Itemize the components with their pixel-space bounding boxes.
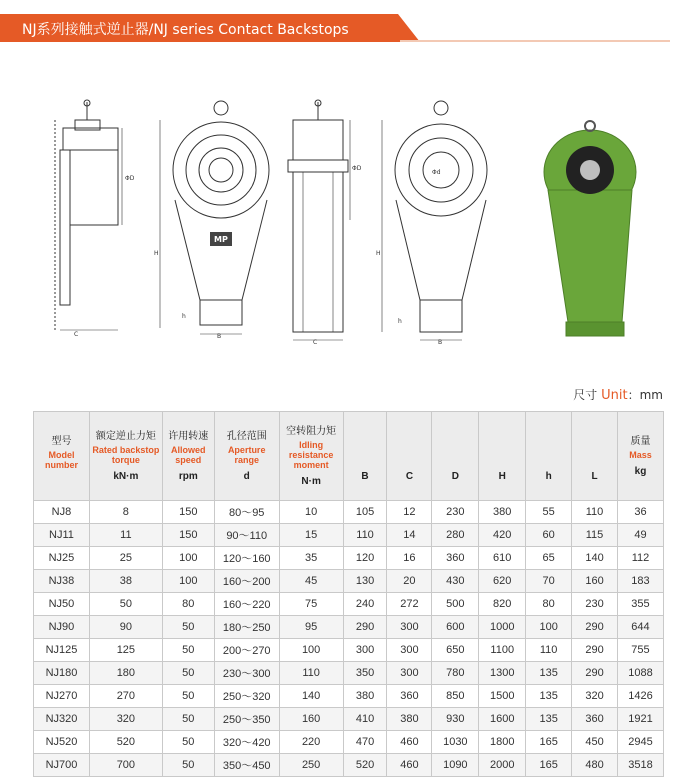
table-cell: 50: [162, 662, 214, 685]
product-illustration: [544, 121, 636, 336]
table-cell: 355: [617, 593, 663, 616]
drawing-front-view-2: [376, 101, 487, 346]
svg-text:B: B: [217, 333, 222, 340]
drawings-svg: [0, 90, 687, 360]
table-cell: 755: [617, 639, 663, 662]
table-cell: 65: [526, 547, 572, 570]
unit-note: [573, 386, 663, 403]
table-cell: 125: [89, 639, 162, 662]
table-cell: 300: [387, 662, 432, 685]
header-mass: 质量 Mass kg: [617, 412, 663, 501]
table-cell: NJ38: [34, 570, 90, 593]
svg-text:Φd: Φd: [432, 169, 441, 176]
table-row: [34, 639, 664, 662]
table-row: [34, 547, 664, 570]
table-cell: 1800: [479, 731, 526, 754]
table-cell: 1500: [479, 685, 526, 708]
table-cell: 140: [572, 547, 618, 570]
table-cell: 270: [89, 685, 162, 708]
table-cell: 300: [387, 639, 432, 662]
header-L: L: [572, 412, 618, 501]
table-cell: 55: [526, 501, 572, 524]
svg-text:h: h: [182, 313, 186, 320]
table-cell: 460: [387, 731, 432, 754]
table-cell: 230: [432, 501, 479, 524]
unit-separator: ：: [627, 388, 640, 402]
table-cell: 200～270: [214, 639, 279, 662]
table-cell: 100: [526, 616, 572, 639]
table-cell: 160: [572, 570, 618, 593]
table-row: [34, 685, 664, 708]
table-cell: 50: [162, 616, 214, 639]
table-cell: 280: [432, 524, 479, 547]
table-cell: 100: [279, 639, 343, 662]
table-cell: 320: [89, 708, 162, 731]
table-cell: NJ180: [34, 662, 90, 685]
table-cell: 15: [279, 524, 343, 547]
table-cell: 95: [279, 616, 343, 639]
table-row: [34, 616, 664, 639]
table-cell: 16: [387, 547, 432, 570]
drawing-front-view-1: [154, 101, 269, 340]
page-title: NJ系列接触式逆止器/NJ series Contact Backstops: [22, 22, 349, 38]
table-cell: 450: [572, 731, 618, 754]
table-cell: NJ25: [34, 547, 90, 570]
table-cell: 600: [432, 616, 479, 639]
header-aperture-range: 孔径范围 Aperture range d: [214, 412, 279, 501]
header-rated-torque: 额定逆止力矩 Rated backstop torque kN·m: [89, 412, 162, 501]
table-cell: 130: [343, 570, 387, 593]
table-cell: 80～95: [214, 501, 279, 524]
table-cell: 220: [279, 731, 343, 754]
table-cell: 80: [162, 593, 214, 616]
header-h: h: [526, 412, 572, 501]
technical-drawings: [0, 90, 687, 360]
table-cell: 14: [387, 524, 432, 547]
table-cell: 50: [89, 593, 162, 616]
table-cell: 80: [526, 593, 572, 616]
table-cell: 290: [343, 616, 387, 639]
header-idling-resistance: 空转阻力矩 Idling resistance moment N·m: [279, 412, 343, 501]
table-cell: NJ700: [34, 754, 90, 777]
svg-text:ΦD: ΦD: [125, 175, 135, 182]
table-cell: 180～250: [214, 616, 279, 639]
table-cell: 380: [343, 685, 387, 708]
header-H: H: [479, 412, 526, 501]
svg-text:C: C: [74, 331, 79, 338]
table-cell: 38: [89, 570, 162, 593]
header-D: D: [432, 412, 479, 501]
spec-table: [33, 411, 664, 777]
table-cell: 380: [479, 501, 526, 524]
table-cell: 50: [162, 731, 214, 754]
table-cell: 290: [572, 616, 618, 639]
table-cell: 420: [479, 524, 526, 547]
table-cell: 10: [279, 501, 343, 524]
table-cell: NJ270: [34, 685, 90, 708]
table-cell: 35: [279, 547, 343, 570]
header-rule: [400, 40, 670, 42]
table-cell: 165: [526, 731, 572, 754]
table-cell: 50: [162, 685, 214, 708]
table-cell: 165: [526, 754, 572, 777]
table-cell: 110: [526, 639, 572, 662]
table-cell: 350: [343, 662, 387, 685]
table-cell: 410: [343, 708, 387, 731]
table-row: [34, 731, 664, 754]
table-cell: 70: [526, 570, 572, 593]
header-C: C: [387, 412, 432, 501]
table-cell: 320～420: [214, 731, 279, 754]
table-cell: 430: [432, 570, 479, 593]
table-cell: 12: [387, 501, 432, 524]
table-cell: 112: [617, 547, 663, 570]
header-B: B: [343, 412, 387, 501]
table-cell: 90: [89, 616, 162, 639]
table-cell: NJ520: [34, 731, 90, 754]
table-cell: 644: [617, 616, 663, 639]
table-cell: 105: [343, 501, 387, 524]
table-row: [34, 570, 664, 593]
unit-label-cn: 尺寸: [573, 388, 598, 402]
table-cell: 150: [162, 524, 214, 547]
table-cell: 520: [89, 731, 162, 754]
table-row: [34, 708, 664, 731]
table-cell: NJ90: [34, 616, 90, 639]
table-cell: 360: [572, 708, 618, 731]
table-cell: 1088: [617, 662, 663, 685]
table-cell: 250～350: [214, 708, 279, 731]
table-cell: 135: [526, 685, 572, 708]
table-header-row: [34, 412, 664, 501]
table-cell: 780: [432, 662, 479, 685]
table-cell: 1300: [479, 662, 526, 685]
table-cell: 850: [432, 685, 479, 708]
table-cell: 90～110: [214, 524, 279, 547]
table-cell: 160～220: [214, 593, 279, 616]
table-cell: 2000: [479, 754, 526, 777]
table-cell: 60: [526, 524, 572, 547]
table-cell: 50: [162, 708, 214, 731]
svg-text:H: H: [376, 250, 381, 257]
table-cell: 20: [387, 570, 432, 593]
svg-text:h: h: [398, 318, 402, 325]
table-row: [34, 524, 664, 547]
svg-text:H: H: [154, 250, 159, 257]
table-cell: 480: [572, 754, 618, 777]
table-cell: 115: [572, 524, 618, 547]
table-cell: 140: [279, 685, 343, 708]
table-cell: 150: [162, 501, 214, 524]
table-cell: 50: [162, 754, 214, 777]
table-cell: 230～300: [214, 662, 279, 685]
drawing-side-view-1: [55, 100, 135, 338]
svg-text:B: B: [438, 339, 443, 346]
table-cell: 290: [572, 662, 618, 685]
unit-value: mm: [639, 388, 663, 402]
table-cell: NJ125: [34, 639, 90, 662]
table-cell: 120～160: [214, 547, 279, 570]
table-cell: 110: [279, 662, 343, 685]
unit-label-en: Unit: [601, 388, 628, 403]
table-cell: 1090: [432, 754, 479, 777]
table-row: [34, 593, 664, 616]
drawing-side-view-2: [288, 100, 362, 346]
table-cell: 500: [432, 593, 479, 616]
table-cell: NJ8: [34, 501, 90, 524]
table-cell: 49: [617, 524, 663, 547]
table-cell: 930: [432, 708, 479, 731]
svg-text:MP: MP: [214, 235, 228, 244]
table-cell: 1600: [479, 708, 526, 731]
table-cell: 1921: [617, 708, 663, 731]
table-cell: 2945: [617, 731, 663, 754]
table-cell: 240: [343, 593, 387, 616]
table-cell: 650: [432, 639, 479, 662]
table-cell: 100: [162, 570, 214, 593]
table-cell: 300: [343, 639, 387, 662]
header-model: 型号 Model number: [34, 412, 90, 501]
table-cell: 11: [89, 524, 162, 547]
table-cell: 160～200: [214, 570, 279, 593]
table-cell: 1030: [432, 731, 479, 754]
table-cell: 620: [479, 570, 526, 593]
table-cell: 820: [479, 593, 526, 616]
table-cell: 460: [387, 754, 432, 777]
table-cell: 135: [526, 708, 572, 731]
table-cell: 360: [387, 685, 432, 708]
table-cell: 250: [279, 754, 343, 777]
table-row: [34, 754, 664, 777]
table-cell: 1426: [617, 685, 663, 708]
table-cell: 180: [89, 662, 162, 685]
table-cell: 1000: [479, 616, 526, 639]
table-cell: 610: [479, 547, 526, 570]
table-body: [34, 501, 664, 777]
table-cell: 3518: [617, 754, 663, 777]
table-cell: 230: [572, 593, 618, 616]
table-cell: NJ320: [34, 708, 90, 731]
table-cell: 135: [526, 662, 572, 685]
table-cell: 8: [89, 501, 162, 524]
table-row: [34, 662, 664, 685]
table-cell: 290: [572, 639, 618, 662]
table-cell: 320: [572, 685, 618, 708]
table-cell: 360: [432, 547, 479, 570]
table-cell: 50: [162, 639, 214, 662]
table-cell: 1100: [479, 639, 526, 662]
table-cell: 470: [343, 731, 387, 754]
table-cell: 520: [343, 754, 387, 777]
table-row: [34, 501, 664, 524]
table-cell: 250～320: [214, 685, 279, 708]
table-cell: 700: [89, 754, 162, 777]
table-cell: 25: [89, 547, 162, 570]
table-cell: 300: [387, 616, 432, 639]
table-cell: NJ11: [34, 524, 90, 547]
svg-text:C: C: [313, 339, 318, 346]
table-cell: 272: [387, 593, 432, 616]
table-cell: 75: [279, 593, 343, 616]
table-cell: 36: [617, 501, 663, 524]
table-cell: 100: [162, 547, 214, 570]
header-allowed-speed: 许用转速 Allowed speed rpm: [162, 412, 214, 501]
table-cell: 45: [279, 570, 343, 593]
table-cell: 160: [279, 708, 343, 731]
table-cell: 110: [343, 524, 387, 547]
table-cell: NJ50: [34, 593, 90, 616]
table-cell: 350～450: [214, 754, 279, 777]
table-cell: 120: [343, 547, 387, 570]
svg-text:ΦD: ΦD: [352, 165, 362, 172]
table-cell: 110: [572, 501, 618, 524]
table-cell: 183: [617, 570, 663, 593]
table-cell: 380: [387, 708, 432, 731]
